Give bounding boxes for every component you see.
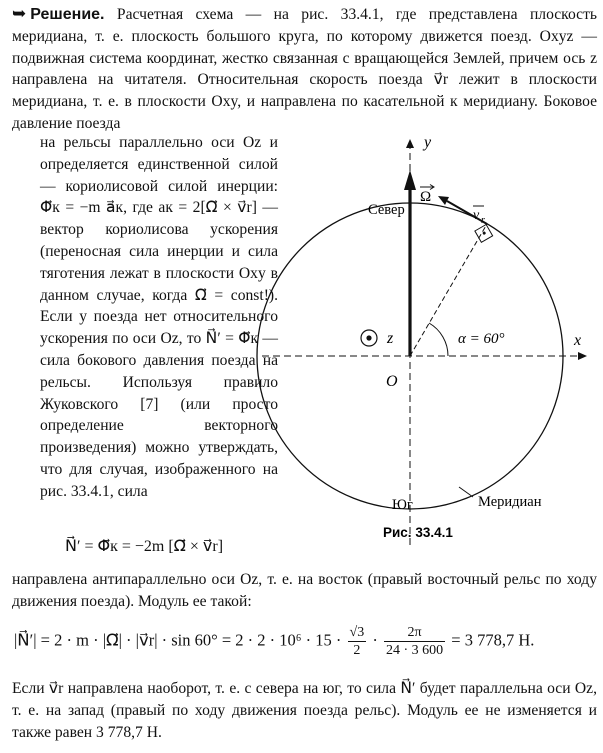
label-alpha: α = 60° bbox=[458, 331, 505, 347]
figure-caption: Рис. 33.4.1 bbox=[383, 525, 453, 540]
right-angle-marker bbox=[475, 225, 493, 243]
formula-dot: · bbox=[372, 630, 378, 650]
paragraph-reverse-case: Если v⃗r направлена наоборот, т. е. с севера на юг, то сила N⃗′ будет параллельна оси Oz, т. е. на запад (правый по ходу движения поезда рельс). Модуль ее не изменяется и также равен 3 778,7 Н. bbox=[12, 680, 597, 741]
label-y: y bbox=[424, 134, 432, 151]
label-origin: O bbox=[386, 373, 398, 390]
side-paragraph: на рельсы параллельно оси Oz и определяется единственной силой — кориолисовой силой инерции: Φ⃗к = −m a⃗к, где aк = 2[Ω⃗ × v⃗r] — вектор кориолисова ускорения (переносная сила инерции и сила тяготения лежат в плоскости Oxy в данном случае, когда Ω⃗ = const!). Если у поезда нет относительного ускорения по оси Oz, то N⃗′ = Φ⃗к — сила бокового давления поезда на рельсы. Используя правило Жуковского [7] (или просто определение векторного произведения) можно утверждать, что для случая, изображенного на рис. 33.4.1, сила bbox=[40, 134, 278, 500]
arrow-icon: ➥ bbox=[12, 4, 27, 24]
label-velocity-sub: r bbox=[481, 215, 485, 226]
fraction-1-numerator: √3 bbox=[349, 625, 365, 640]
solution-heading: Решение. bbox=[30, 6, 105, 23]
paragraph-direction: направлена антипараллельно оси Oz, т. е. на восток (правый восточный рельс по ходу движения поезда). Модуль ее такой: bbox=[12, 571, 597, 610]
formula-result: = 3 778,7 Н. bbox=[451, 630, 535, 650]
formula-coriolis-force: N⃗′ = Φ⃗к = −2m [Ω⃗ × v⃗r] bbox=[65, 538, 224, 555]
fraction-2-denominator: 24 · 3 600 bbox=[385, 643, 444, 658]
label-z: z bbox=[387, 330, 394, 347]
z-axis-dot bbox=[366, 335, 371, 340]
meridian-pointer bbox=[459, 487, 473, 497]
label-x: x bbox=[574, 332, 582, 349]
label-velocity: v bbox=[473, 208, 480, 223]
paragraph-1-text: Расчетная схема — на рис. 33.4.1, где представлена плоскость меридиана, т. е. плоскость большого круга, по которому движется поезд. Oxyz — подвижная система координат, жестко связанная с вращающейся Землей, причем ось z направлена на читателя. Относительная скорость поезда v⃗r лежит в плоскости меридиана, т. е. в плоскости Oxy, и направлена по касательной к меридиану. Боковое давление поезда bbox=[12, 6, 597, 132]
label-omega: Ω bbox=[420, 189, 432, 205]
label-north: Север bbox=[368, 202, 405, 218]
angle-arc bbox=[429, 323, 448, 356]
fraction-2-numerator: 2π bbox=[384, 624, 445, 642]
label-south: Юг bbox=[392, 497, 413, 513]
omega-arrowhead bbox=[404, 170, 416, 190]
label-meridian: Меридиан bbox=[478, 494, 542, 510]
formula-magnitude-left: |N⃗′| = 2 · m · |Ω⃗| · |v⃗r| · sin 60° = 2 · 2 · 10⁶ · 15 · bbox=[14, 630, 342, 650]
fraction-1-denominator: 2 bbox=[353, 643, 361, 658]
